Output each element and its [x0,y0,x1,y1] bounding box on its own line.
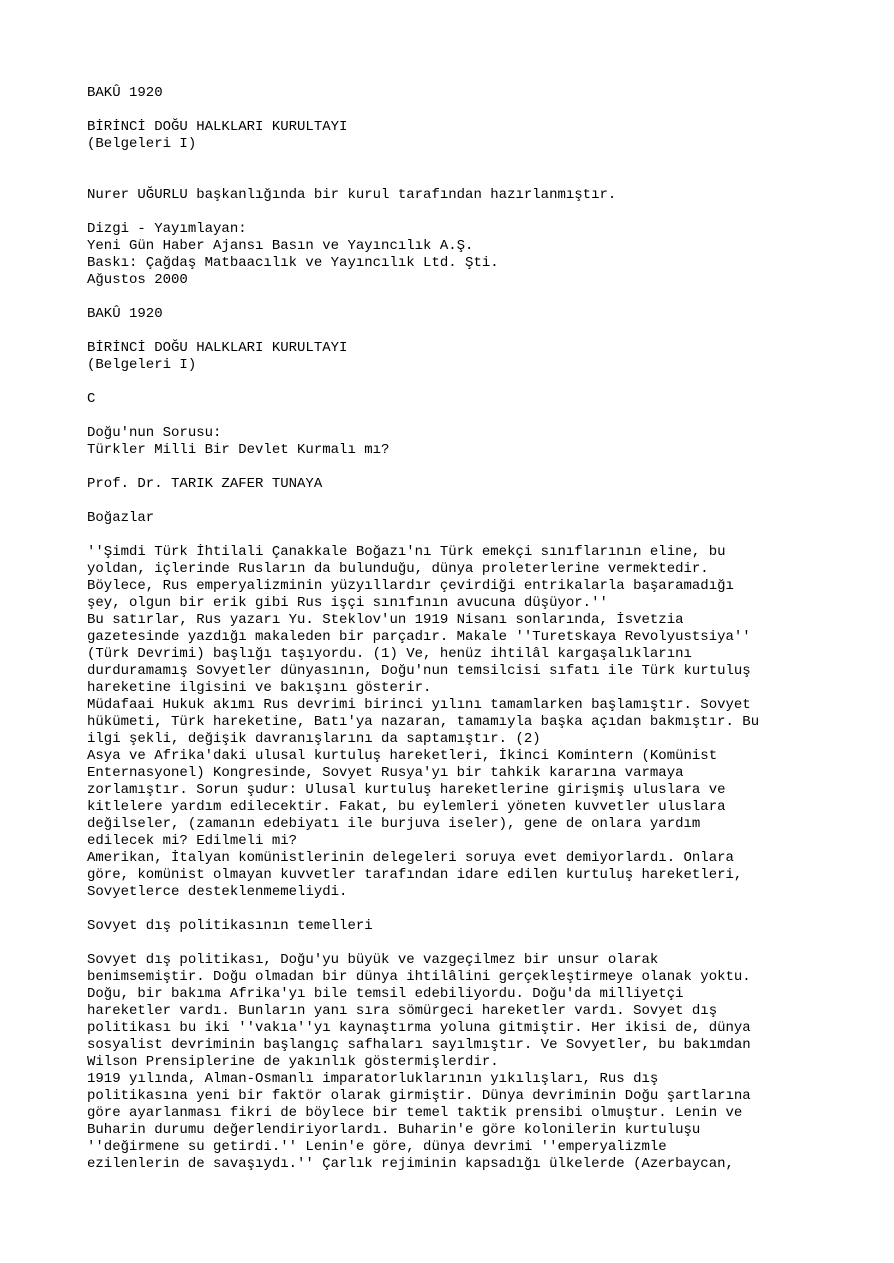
body-line: şey, olgun bir erik gibi Rus işçi sınıfının avucuna düşüyor.'' [87,595,608,611]
heading-block-2 [87,918,887,935]
author-block [87,476,887,493]
title-block-2 [87,306,887,323]
subtitle-block-1 [87,119,887,153]
body-line: hareketler vardı. Bunların yanı sıra sömürgeci hareketler vardı. Sovyet dış [87,1003,718,1019]
volume-label-repeat: (Belgeleri I) [87,357,197,373]
publish-date: Ağustos 2000 [87,272,188,288]
body-line: sosyalist devriminin başlangıç safhaları sayılmıştır. Ve Sovyetler, bu bakımdan [87,1037,751,1053]
body-line: göre ayarlanması fikri de böylece bir temel taktik prensibi olmuştur. Lenin ve [87,1105,743,1121]
body-line: ''değirmene su getirdi.'' Lenin'e göre, dünya devrimi ''emperyalizmle [87,1139,667,1155]
body-line: Bu satırlar, Rus yazarı Yu. Steklov'un 1919 Nisanı sonlarında, İsvetzia [87,612,684,628]
publisher-name: Yeni Gün Haber Ajansı Basın ve Yayıncılık A.Ş. [87,238,474,254]
body-paragraph-2 [87,952,887,1173]
publisher-block [87,221,887,289]
subtitle-block-2 [87,340,887,374]
body-line: hükümeti, Türk hareketine, Batı'ya nazaran, tamamıyla başka açıdan bakmıştır. Bu [87,714,760,730]
article-subtitle: Türkler Milli Bir Devlet Kurmalı mı? [87,442,390,458]
heading-block-1 [87,510,887,527]
body-line: Doğu, bir bakıma Afrika'yı bile temsil edebiliyordu. Doğu'da milliyetçi [87,986,684,1002]
article-title-block [87,425,887,459]
article-title: Doğu'nun Sorusu: [87,425,222,441]
section-c: C [87,391,96,407]
body-line: edilecek mi? Edilmeli mi? [87,833,298,849]
body-line: 1919 yılında, Alman-Osmanlı imparatorluklarının yıkılışları, Rus dış [87,1071,659,1087]
body-line: Amerikan, İtalyan komünistlerinin delegeleri soruya evet demiyorlardı. Onlara [87,850,734,866]
body-line: ilgi şekli, değişik davranışlarını da saptamıştır. (2) [87,731,541,747]
body-line: (Türk Devrimi) başlığı taşıyordu. (1) Ve, henüz ihtilâl kargaşalıklarını [87,646,692,662]
document-page [87,85,887,1173]
editor-line: Nurer UĞURLU başkanlığında bir kurul tarafından hazırlanmıştır. [87,187,617,203]
body-line: Wilson Prensiplerine de yakınlık göstermişlerdir. [87,1054,499,1070]
congress-title: BİRİNCİ DOĞU HALKLARI KURULTAYI [87,119,348,135]
congress-title-repeat: BİRİNCİ DOĞU HALKLARI KURULTAYI [87,340,348,356]
body-line: politikası bu iki ''vakıa''yı kaynaştırma yoluna gitmiştir. Her ikisi de, dünya [87,1020,751,1036]
body-line: ezilenlerin de savaşıydı.'' Çarlık rejiminin kapsadığı ülkelerde (Azerbaycan, [87,1156,734,1172]
body-paragraph-1 [87,544,887,901]
body-line: durduramamış Sovyetler dünyasının, Doğu'nun temsilcisi sıfatı ile Türk kurtuluş [87,663,751,679]
body-line: Müdafaai Hukuk akımı Rus devrimi birinci yılını tamamlarken başlamıştır. Sovyet [87,697,751,713]
printer-name: Baskı: Çağdaş Matbaacılık ve Yayıncılık Ltd. Şti. [87,255,499,271]
body-line: Buharin durumu değerlendiriyorlardı. Buharin'e göre kolonilerin kurtuluşu [87,1122,701,1138]
section-heading-bogazlar: Boğazlar [87,510,155,526]
editor-note [87,187,887,204]
section-letter [87,391,887,408]
body-line: göre, komünist olmayan kuvvetler tarafından idare edilen kurtuluş hareketleri, [87,867,743,883]
body-line: Böylece, Rus emperyalizminin yüzyıllardır çevirdiği entrikalarla başaramadığı [87,578,734,594]
title-block-1 [87,85,887,102]
body-line: ''Şimdi Türk İhtilali Çanakkale Boğazı'nı Türk emekçi sınıflarının eline, bu [87,544,726,560]
body-line: zorlamıştır. Sorun şudur: Ulusal kurtuluş hareketlerine girişmiş uluslara ve [87,782,726,798]
body-line: Asya ve Afrika'daki ulusal kurtuluş hareketleri, İkinci Komintern (Komünist [87,748,718,764]
body-line: politikasına yeni bir faktör olarak girmiştir. Dünya devriminin Doğu şartlarına [87,1088,751,1104]
section-heading-foreign-policy: Sovyet dış politikasının temelleri [87,918,373,934]
doc-title: BAKÛ 1920 [87,85,163,101]
volume-label: (Belgeleri I) [87,136,197,152]
body-line: benimsemiştir. Doğu olmadan bir dünya ihtilâlini gerçekleştirmeye olanak yoktu. [87,969,751,985]
doc-title-repeat: BAKÛ 1920 [87,306,163,322]
body-line: gazetesinde yazdığı makaleden bir parçadır. Makale ''Turetskaya Revolyustsiya'' [87,629,751,645]
body-line: değilseler, (zamanın edebiyatı ile burjuva iseler), gene de onlara yardım [87,816,701,832]
body-line: Enternasyonel) Kongresinde, Sovyet Rusya'yı bir tahkik kararına varmaya [87,765,684,781]
author-name: Prof. Dr. TARIK ZAFER TUNAYA [87,476,323,492]
body-line: yoldan, içlerinde Rusların da bulunduğu, dünya proleterlerine vermektedir. [87,561,709,577]
body-line: kitlelere yardım edilecektir. Fakat, bu eylemleri yöneten kuvvetler uluslara [87,799,726,815]
publisher-label: Dizgi - Yayımlayan: [87,221,247,237]
body-line: hareketine ilgisini ve bakışını gösterir. [87,680,432,696]
body-line: Sovyet dış politikası, Doğu'yu büyük ve vazgeçilmez bir unsur olarak [87,952,659,968]
body-line: Sovyetlerce desteklenmemeliydi. [87,884,348,900]
